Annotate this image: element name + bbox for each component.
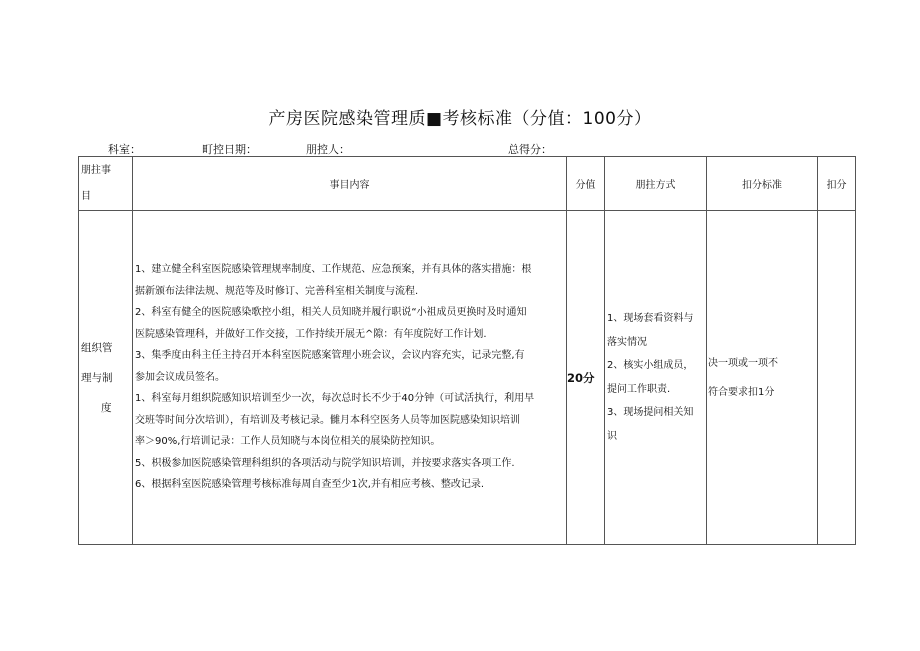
standard-line: 符合要求扣1分 [708,386,775,398]
deduct-cell[interactable] [818,211,856,545]
inspector-label: 朋控人： [306,143,350,156]
content-line: 2、科室有健全的医院感染歌控小组，相关人员知晓并履行职说“小祖成员更换时及时通知 [135,307,527,319]
content-line: 率＞90%,行培训记录：工作人员知晓与本岗位相关的展染防控知识。 [135,436,441,448]
deduct-standard-cell [707,211,818,545]
item-line: 理与制 [81,371,113,384]
content-line: 1、建立健全科室医院感染管理规率制度、工作规范、应急预案，并有具体的落实措施：根 [135,264,532,276]
content-line: 参加会议成员签名。 [135,371,225,383]
content-line: 1、科室每月组织院感知识培训至少一次，每次总时长不少于40分钟（可试活执行，利用早 [135,393,535,405]
score-cell: 20分 [567,211,605,545]
total-score-label: 总得分： [508,143,552,156]
method-cell [605,211,707,545]
content-cell [133,211,567,545]
assessment-table [78,156,856,545]
table-row [79,211,856,545]
method-line: 2、核实小组成员， [607,360,694,371]
content-line: 5、枳极参加医院感染管理科组织的各项活动与院学知识培训，并按要求落实各项工作. [135,457,515,469]
header-deduct: 扣分 [818,157,856,211]
dept-label: 科室： [108,143,141,156]
item-cell [79,211,133,545]
method-line: 3、现场提问相关知 [607,407,694,418]
header-item [79,157,133,211]
header-deduct-standard: 扣分标准 [707,157,818,211]
method-line: 落实情况 [607,336,647,348]
content-line: 3、集季度由科主任主持召开本科室医院感案管理小班会议，会议内容充实，记录完整,有 [135,350,525,362]
check-date-label: 町控日期： [202,143,257,156]
content-line: 医院感染管理科，并做好工作交接，工作持续开展无^隙：有年度院好工作计划. [135,328,487,340]
header-item-line1: 朋拄事 [81,164,111,176]
header-method: 朋拄方式 [605,157,707,211]
table-header-row [79,157,856,211]
method-line: 识 [607,430,617,442]
standard-line: 决一项或一项不 [708,357,778,369]
method-line: 1、现场套看资料与 [607,313,694,324]
item-line: 组织管 [81,341,113,354]
content-line: 据新颁布法律法规、规范等及时修订、完善科室相关制度与流程. [135,285,419,297]
content-line: 6、根据科室医院感染管理考核标准每周自查至少1次,并有相应考核、整改记录. [135,479,485,491]
header-item-line2: 目 [81,190,91,202]
header-content: 事目内容 [133,157,567,211]
item-line: 度 [101,401,112,414]
method-line: 提问工作职责. [607,383,671,395]
page-title: 产房医院感染管理质■考核标准（分值：100分） [268,109,652,129]
content-line: 交班等时间分次培训），有培训及考核记录。雠月本科空医务人员等加医院感染知识培训 [135,414,520,426]
header-score: 分值 [567,157,605,211]
